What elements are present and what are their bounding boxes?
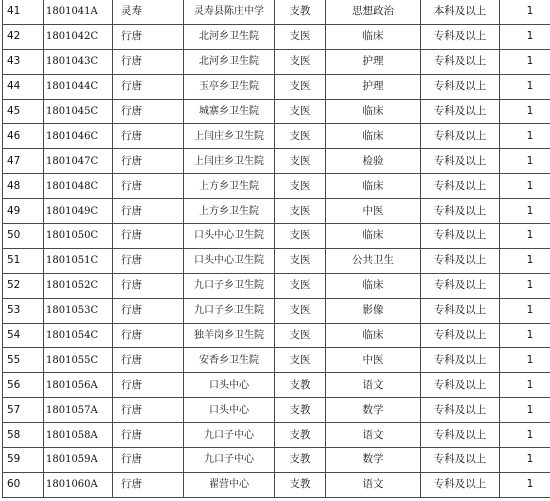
table-row [3,298,550,323]
quota-cell: 1 [500,373,550,398]
quota-cell: 1 [500,99,550,124]
service-type-cell: 支医 [275,273,326,298]
major-cell: 公共卫生 [326,248,421,273]
quota-cell: 1 [500,348,550,373]
position-code-cell: 1801055C [44,348,113,373]
education-cell: 专科及以上 [421,423,500,448]
major-cell: 数学 [326,448,421,473]
row-number-cell: 50 [3,224,44,249]
service-type-cell: 支医 [275,49,326,74]
unit-cell: 北河乡卫生院 [184,49,275,74]
education-cell: 专科及以上 [421,248,500,273]
county-cell: 灵寿 [113,0,184,24]
education-cell: 专科及以上 [421,298,500,323]
service-type-cell: 支教 [275,0,326,24]
table-row [3,149,550,174]
major-cell: 数学 [326,398,421,423]
table-row [3,398,550,423]
unit-cell: 口头中心 [184,373,275,398]
unit-cell: 九口子中心 [184,448,275,473]
row-number-cell: 44 [3,74,44,99]
table-row [3,472,550,497]
county-cell: 行唐 [113,74,184,99]
quota-cell: 1 [500,74,550,99]
quota-cell: 1 [500,49,550,74]
quota-cell: 1 [500,224,550,249]
service-type-cell: 支医 [275,174,326,199]
major-cell: 临床 [326,273,421,298]
table-row [3,273,550,298]
education-cell: 专科及以上 [421,74,500,99]
unit-cell: 玉亭乡卫生院 [184,74,275,99]
service-type-cell: 支教 [275,472,326,497]
quota-cell: 1 [500,24,550,49]
row-number-cell: 60 [3,472,44,497]
education-cell: 专科及以上 [421,472,500,497]
unit-cell: 九口子中心 [184,423,275,448]
quota-cell: 1 [500,174,550,199]
quota-cell: 1 [500,448,550,473]
education-cell: 专科及以上 [421,224,500,249]
position-code-cell: 1801058A [44,423,113,448]
position-code-cell: 1801060A [44,472,113,497]
position-code-cell: 1801052C [44,273,113,298]
quota-cell: 1 [500,248,550,273]
county-cell: 行唐 [113,398,184,423]
position-code-cell: 1801059A [44,448,113,473]
county-cell: 行唐 [113,199,184,224]
county-cell: 行唐 [113,124,184,149]
quota-cell: 1 [500,472,550,497]
table-row [3,99,550,124]
service-type-cell: 支医 [275,199,326,224]
position-code-cell: 1801043C [44,49,113,74]
education-cell: 专科及以上 [421,49,500,74]
service-type-cell: 支医 [275,323,326,348]
row-number-cell: 42 [3,24,44,49]
unit-cell: 上方乡卫生院 [184,199,275,224]
row-number-cell: 47 [3,149,44,174]
major-cell: 护理 [326,74,421,99]
education-cell: 专科及以上 [421,373,500,398]
education-cell: 专科及以上 [421,323,500,348]
unit-cell: 北河乡卫生院 [184,24,275,49]
position-table-body [3,0,550,497]
education-cell: 专科及以上 [421,199,500,224]
education-cell: 专科及以上 [421,174,500,199]
row-number-cell: 53 [3,298,44,323]
unit-cell: 翟营中心 [184,472,275,497]
table-row [3,373,550,398]
education-cell: 专科及以上 [421,149,500,174]
table-row [3,24,550,49]
county-cell: 行唐 [113,49,184,74]
county-cell: 行唐 [113,323,184,348]
county-cell: 行唐 [113,99,184,124]
education-cell: 专科及以上 [421,124,500,149]
county-cell: 行唐 [113,24,184,49]
service-type-cell: 支医 [275,99,326,124]
position-code-cell: 1801048C [44,174,113,199]
row-number-cell: 41 [3,0,44,24]
unit-cell: 九口子乡卫生院 [184,298,275,323]
table-row [3,448,550,473]
row-number-cell: 59 [3,448,44,473]
row-number-cell: 55 [3,348,44,373]
unit-cell: 上方乡卫生院 [184,174,275,199]
unit-cell: 九口子乡卫生院 [184,273,275,298]
quota-cell: 1 [500,273,550,298]
service-type-cell: 支医 [275,224,326,249]
table-row [3,74,550,99]
county-cell: 行唐 [113,174,184,199]
quota-cell: 1 [500,0,550,24]
quota-cell: 1 [500,199,550,224]
row-number-cell: 51 [3,248,44,273]
row-number-cell: 56 [3,373,44,398]
unit-cell: 安香乡卫生院 [184,348,275,373]
row-number-cell: 58 [3,423,44,448]
position-code-cell: 1801044C [44,74,113,99]
row-number-cell: 43 [3,49,44,74]
unit-cell: 城寨乡卫生院 [184,99,275,124]
row-number-cell: 57 [3,398,44,423]
position-code-cell: 1801054C [44,323,113,348]
row-number-cell: 48 [3,174,44,199]
unit-cell: 上闫庄乡卫生院 [184,124,275,149]
unit-cell: 口头中心卫生院 [184,224,275,249]
service-type-cell: 支医 [275,298,326,323]
education-cell: 专科及以上 [421,398,500,423]
quota-cell: 1 [500,298,550,323]
county-cell: 行唐 [113,149,184,174]
table-row [3,348,550,373]
table-row [3,174,550,199]
major-cell: 临床 [326,323,421,348]
service-type-cell: 支医 [275,74,326,99]
table-row [3,323,550,348]
county-cell: 行唐 [113,248,184,273]
county-cell: 行唐 [113,423,184,448]
position-code-cell: 1801045C [44,99,113,124]
service-type-cell: 支教 [275,373,326,398]
unit-cell: 上闫庄乡卫生院 [184,149,275,174]
county-cell: 行唐 [113,373,184,398]
row-number-cell: 52 [3,273,44,298]
county-cell: 行唐 [113,348,184,373]
unit-cell: 口头中心 [184,398,275,423]
unit-cell: 口头中心卫生院 [184,248,275,273]
table-row [3,49,550,74]
service-type-cell: 支医 [275,124,326,149]
service-type-cell: 支医 [275,348,326,373]
table-row [3,248,550,273]
major-cell: 临床 [326,174,421,199]
position-code-cell: 1801041A [44,0,113,24]
major-cell: 临床 [326,24,421,49]
table-row [3,224,550,249]
major-cell: 影像 [326,298,421,323]
position-code-cell: 1801056A [44,373,113,398]
quota-cell: 1 [500,124,550,149]
major-cell: 中医 [326,199,421,224]
position-code-cell: 1801050C [44,224,113,249]
county-cell: 行唐 [113,224,184,249]
service-type-cell: 支医 [275,149,326,174]
county-cell: 行唐 [113,298,184,323]
service-type-cell: 支教 [275,423,326,448]
quota-cell: 1 [500,149,550,174]
major-cell: 语文 [326,373,421,398]
county-cell: 行唐 [113,273,184,298]
education-cell: 专科及以上 [421,348,500,373]
position-code-cell: 1801047C [44,149,113,174]
row-number-cell: 46 [3,124,44,149]
table-row [3,199,550,224]
education-cell: 专科及以上 [421,273,500,298]
table-row [3,423,550,448]
major-cell: 护理 [326,49,421,74]
education-cell: 专科及以上 [421,448,500,473]
table-row [3,0,550,24]
row-number-cell: 45 [3,99,44,124]
major-cell: 语文 [326,472,421,497]
service-type-cell: 支教 [275,448,326,473]
major-cell: 语文 [326,423,421,448]
major-cell: 中医 [326,348,421,373]
quota-cell: 1 [500,398,550,423]
position-code-cell: 1801046C [44,124,113,149]
position-code-cell: 1801057A [44,398,113,423]
county-cell: 行唐 [113,472,184,497]
education-cell: 专科及以上 [421,99,500,124]
education-cell: 本科及以上 [421,0,500,24]
education-cell: 专科及以上 [421,24,500,49]
major-cell: 检验 [326,149,421,174]
service-type-cell: 支教 [275,398,326,423]
position-code-cell: 1801042C [44,24,113,49]
quota-cell: 1 [500,323,550,348]
quota-cell: 1 [500,423,550,448]
position-code-cell: 1801051C [44,248,113,273]
row-number-cell: 54 [3,323,44,348]
major-cell: 临床 [326,124,421,149]
unit-cell: 灵寿县陈庄中学 [184,0,275,24]
service-type-cell: 支医 [275,24,326,49]
service-type-cell: 支医 [275,248,326,273]
table-row [3,124,550,149]
position-code-cell: 1801049C [44,199,113,224]
position-table [2,0,550,498]
major-cell: 思想政治 [326,0,421,24]
county-cell: 行唐 [113,448,184,473]
major-cell: 临床 [326,99,421,124]
major-cell: 临床 [326,224,421,249]
position-code-cell: 1801053C [44,298,113,323]
unit-cell: 独羊岗乡卫生院 [184,323,275,348]
row-number-cell: 49 [3,199,44,224]
